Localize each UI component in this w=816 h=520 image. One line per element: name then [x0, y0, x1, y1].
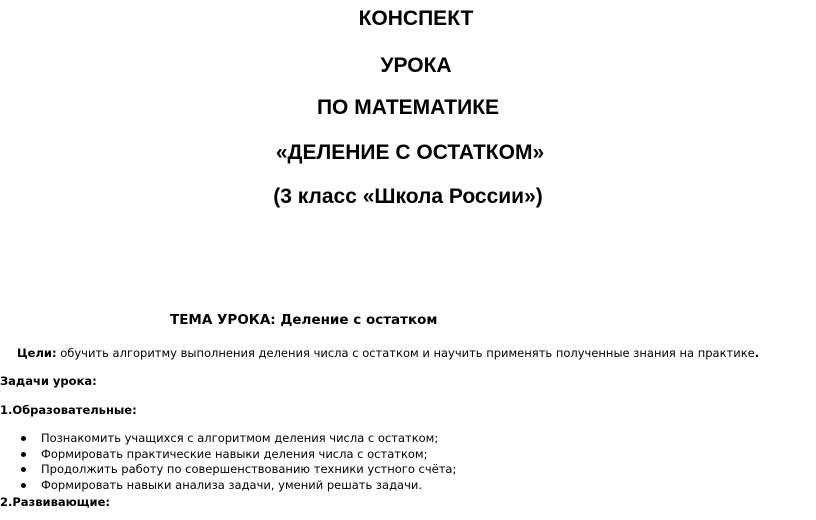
developing-heading: 2.Развивающие:: [0, 495, 110, 509]
educational-heading: 1.Образовательные:: [0, 403, 137, 417]
goal-end: .: [754, 346, 760, 360]
list-item: [0, 431, 456, 447]
document-title-line-3: ПО МАТЕМАТИКЕ: [316, 96, 500, 119]
list-item-text: Формировать навыки анализа задачи, умений решать задачи.: [41, 477, 423, 492]
bullet-icon: [21, 467, 26, 472]
document-title-line-1: КОНСПЕКТ: [358, 7, 474, 30]
list-item-text: Продолжить работу по совершенствованию техники устного счёта;: [41, 462, 457, 476]
lesson-topic: ТЕМА УРОКА: Деление с остатком: [170, 312, 438, 328]
list-item-text: Формировать практические навыки деления числа с остатком;: [41, 446, 428, 461]
document-title-line-4: «ДЕЛЕНИЕ С ОСТАТКОМ»: [275, 141, 545, 164]
list-item: [0, 462, 456, 478]
document-title-line-5: (3 класс «Школа России»): [273, 185, 543, 208]
document-title-line-2: УРОКА: [380, 54, 452, 77]
educational-list: [0, 431, 456, 493]
bullet-icon: [21, 483, 26, 488]
list-item: [0, 447, 456, 463]
bullet-icon: [21, 436, 26, 441]
lesson-goal: [17, 346, 759, 361]
bullet-icon: [21, 452, 26, 457]
goal-label: Цели:: [17, 346, 57, 360]
goal-text: обучить алгоритму выполнения деления числа с остатком и научить применять полученные знания на практике: [56, 346, 755, 360]
tasks-heading: Задачи урока:: [0, 374, 97, 388]
list-item-text: Познакомить учащихся с алгоритмом деления числа с остатком;: [41, 431, 439, 445]
list-item: [0, 478, 456, 494]
